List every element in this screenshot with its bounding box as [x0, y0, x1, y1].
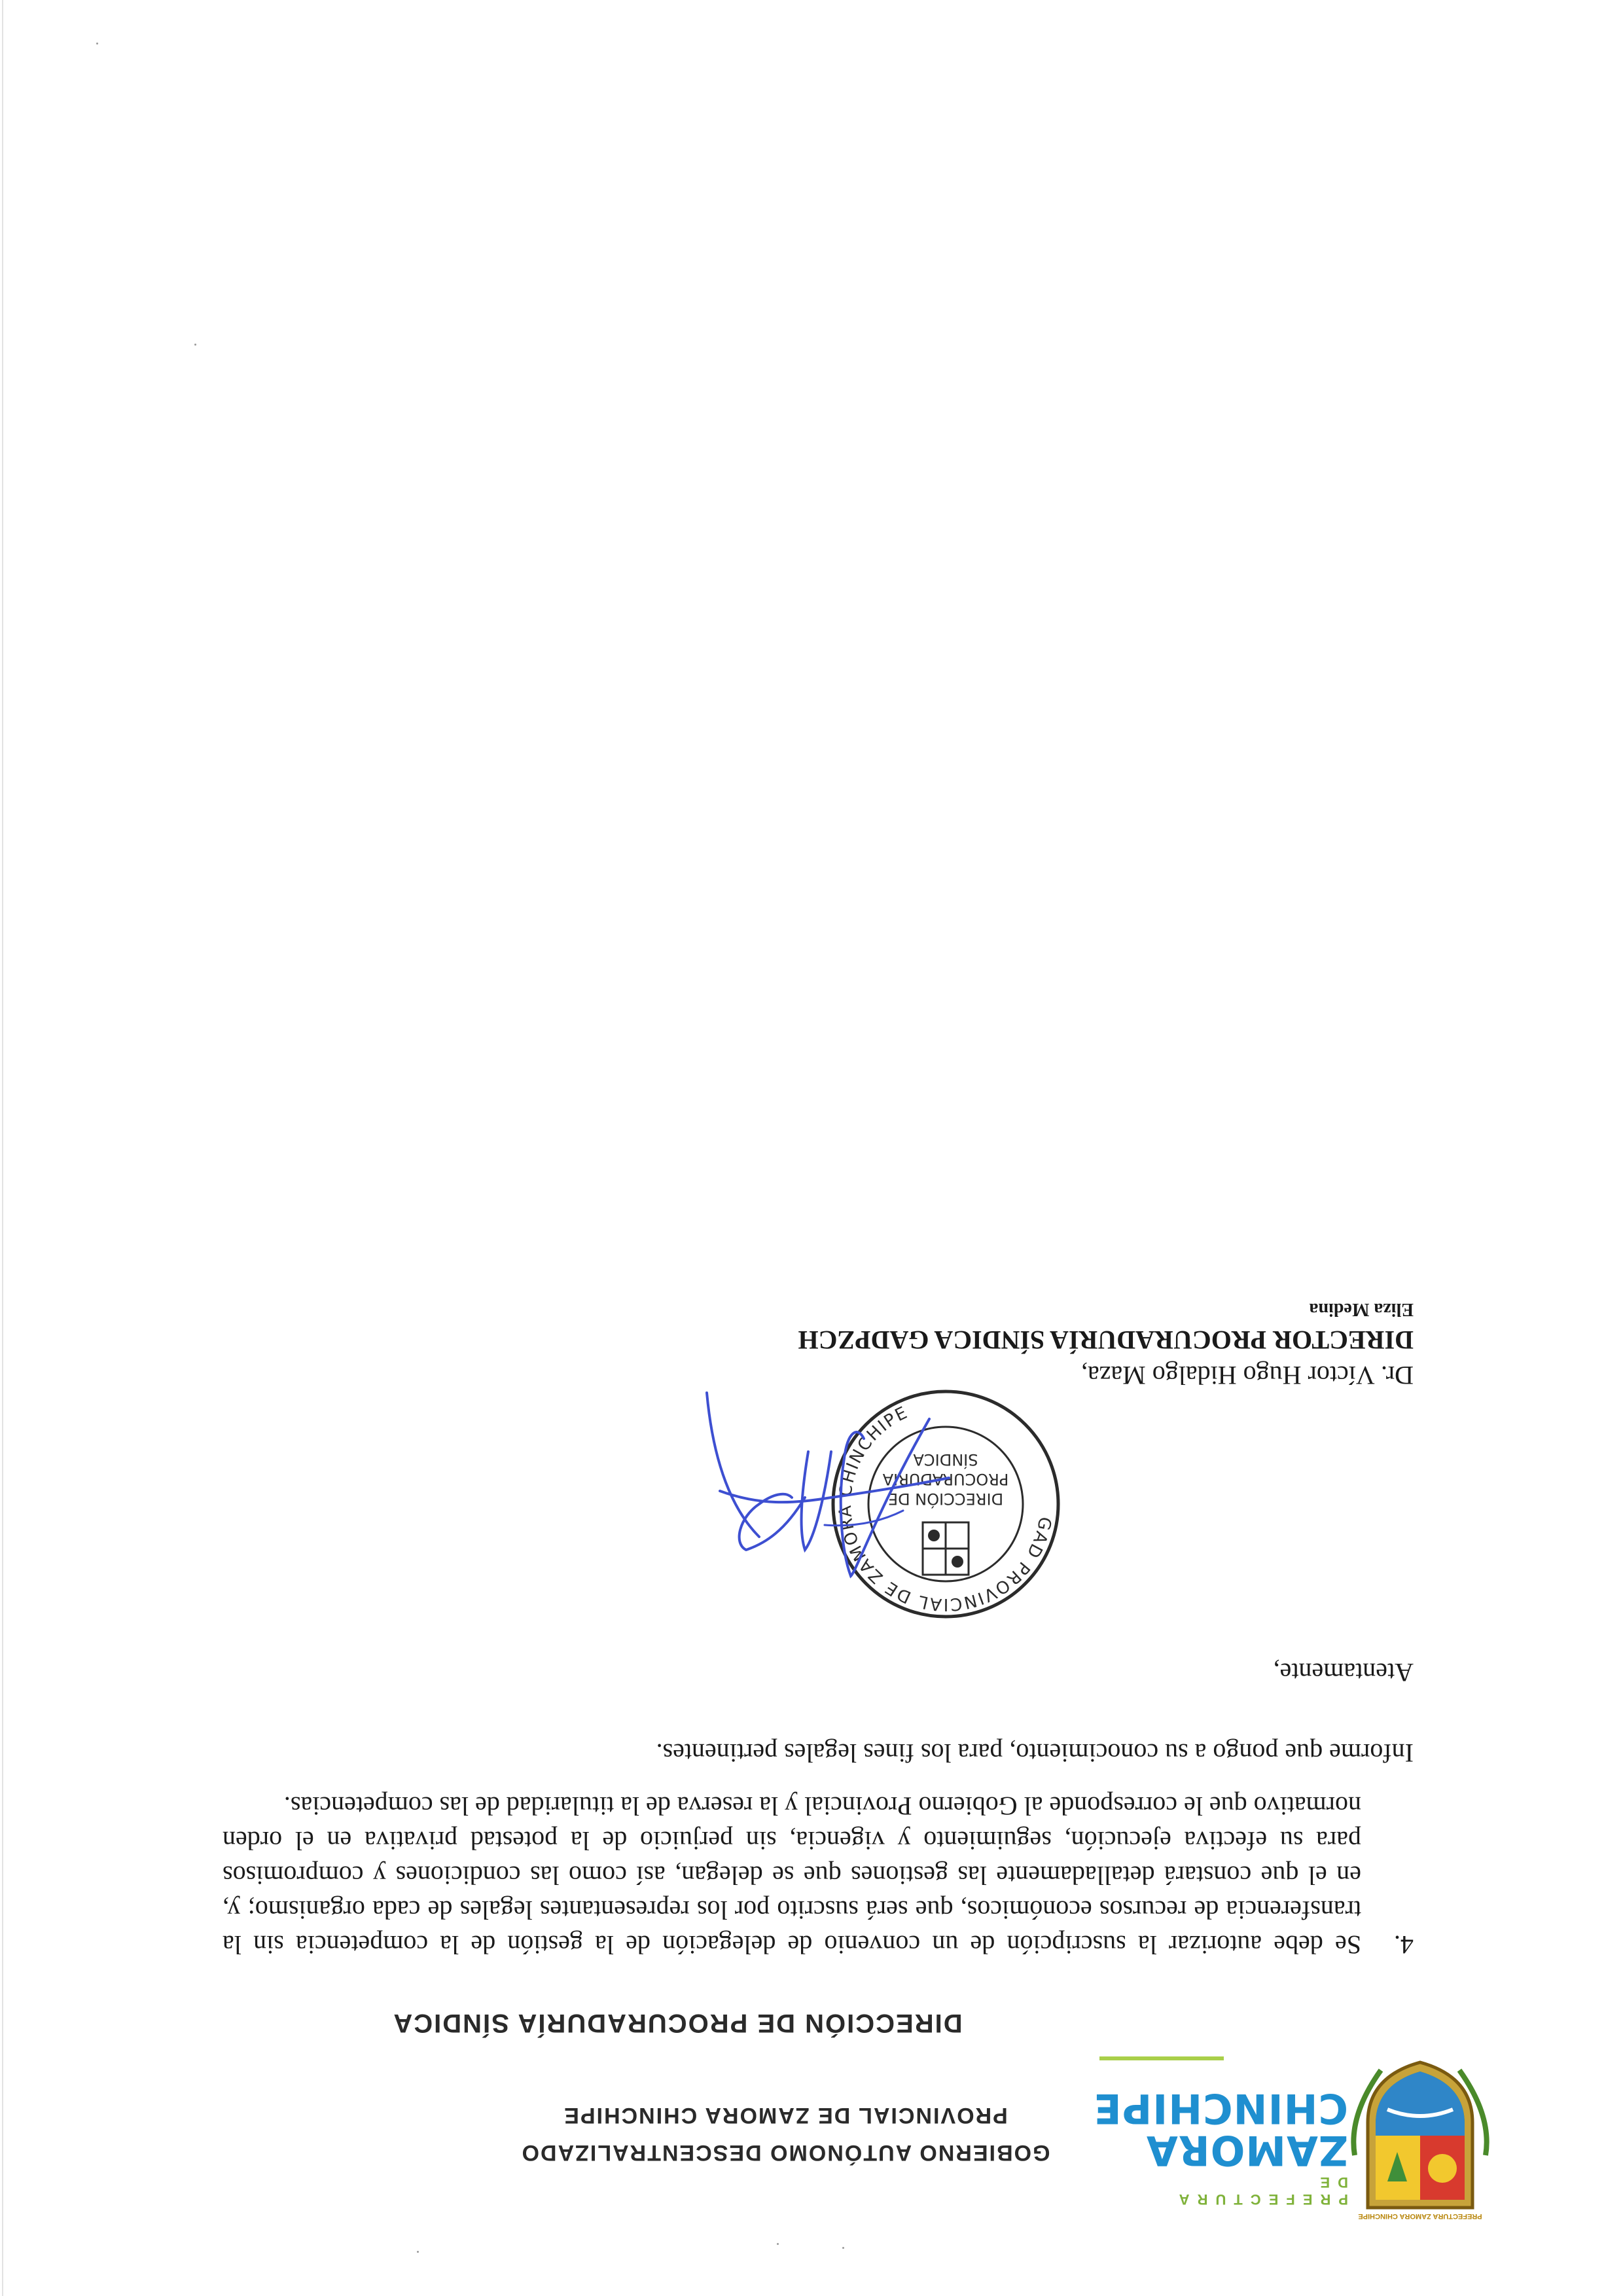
signer-title: DIRECTOR PROCURADURÍA SÍNDICA GADPZCH — [798, 1325, 1414, 1355]
scan-speck — [777, 2243, 779, 2245]
scan-speck — [842, 2247, 844, 2249]
institution-name — [491, 2102, 1080, 2165]
closing-sentence: Informe que pongo a su conocimiento, para los fines legales pertinentes. — [656, 1738, 1414, 1768]
seal-ring-text: GAD PROVINCIAL DE ZAMORA CHINCHIPE — [835, 1403, 1055, 1615]
signer-block — [798, 1296, 1414, 1393]
brand-top-text: PREFECTURA DE — [1171, 2174, 1348, 2208]
item-paragraph: Se debe autorizar la suscripción de un convenio de delegación de la gestión de la competencia sin la transferencia de recursos económicos, que será suscrito por los representantes legales de cada organismo; y, en el que constará detalladamente las gestiones que se delegan, así como las condiciones y compromisos para su efectiva ejecución, seguimiento y vigencia, sin perjuicio de la potestad privativa en el orden normativo que le corresponde al Gobierno Provincial y la reserva de la titularidad de las competencias. — [223, 1791, 1361, 1960]
prefectura-logo — [1093, 2057, 1505, 2234]
brand-name-line2: CHINCHIPE — [1093, 2085, 1348, 2132]
seal-center-line1: DIRECCIÓN DE — [887, 1490, 1004, 1508]
item-number: 4. — [1394, 1930, 1414, 1960]
drafter-name: Eliza Medina — [1309, 1299, 1414, 1319]
provincial-crest-icon — [1342, 2057, 1499, 2234]
numbered-item — [223, 1789, 1414, 1962]
scan-edge-line — [2, 0, 3, 2296]
letterhead — [85, 2044, 1525, 2240]
scan-speck — [96, 43, 98, 45]
handwritten-signature — [681, 1380, 955, 1589]
seal-center-line2: PROCURADURÍA — [882, 1470, 1009, 1488]
document-body — [223, 1655, 1414, 1962]
seal-center-line3: SÍNDICA — [913, 1450, 978, 1469]
scan-speck — [417, 2251, 419, 2253]
department-title: DIRECCIÓN DE PROCURADURÍA SÍNDICA — [392, 2009, 963, 2037]
brand-name-line1: ZAMORA — [1145, 2126, 1348, 2174]
header-divider — [1099, 2056, 1224, 2060]
institution-line2: PROVINCIAL DE ZAMORA CHINCHIPE — [563, 2103, 1008, 2128]
signer-name: Dr. Víctor Hugo Hidalgo Maza, — [1080, 1361, 1414, 1390]
scan-speck — [194, 344, 196, 346]
crest-motto: PREFECTURA ZAMORA CHINCHIPE — [1358, 2212, 1482, 2220]
institution-line1: GOBIERNO AUTÓNOMO DESCENTRALIZADO — [520, 2140, 1050, 2165]
brand-wordmark — [1093, 2085, 1348, 2208]
salutation: Atentamente, — [1273, 1658, 1414, 1687]
